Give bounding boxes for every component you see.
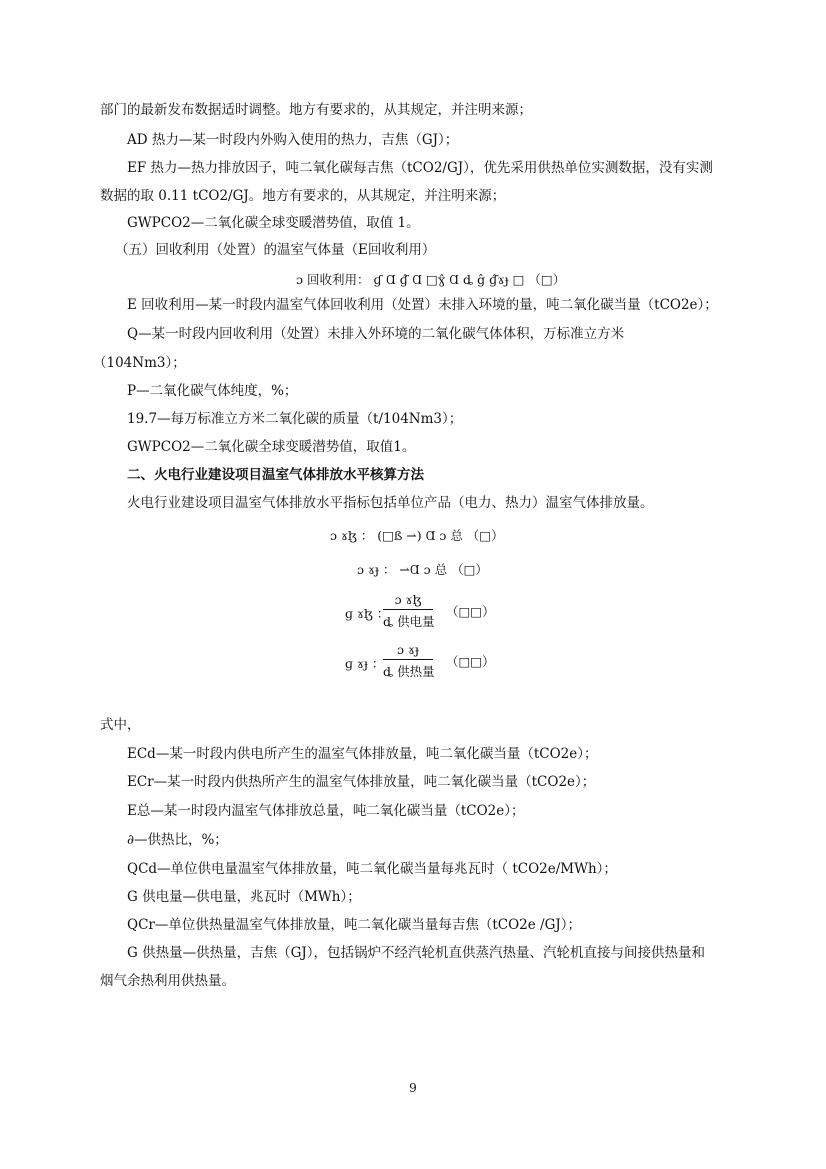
text-line: Q—某一时段内回收利用（处置）未排入外环境的二氧化碳气体体积，万标准立方米 [127,326,625,342]
text-line: QCd—单位供电量温室气体排放量，吨二氧化碳当量每兆瓦时（ tCO2e/MWh）； [127,861,617,877]
text-line: 数据的取 0.11 tCO2/GJ。地方有要求的，从其规定，并注明来源； [100,188,506,204]
text-line: E 回收利用—某一时段内温室气体回收利用（处置）未排入环境的量，吨二氧化碳当量（tCO2e）； [127,297,718,313]
text-line: GWPCO2—二氧化碳全球变暖潜势值，取值 1。 [127,215,420,231]
text-line: QCr—单位供热量温室气体排放量，吨二氧化碳当量每吉焦（tCO2e /GJ）； [127,917,582,933]
equation-4-fraction [383,642,433,680]
equation-4-lhs: ɡ ɤɟ ： [345,656,385,671]
page-number: 9 [409,1081,417,1095]
fraction-bar [383,659,433,660]
equation-recycle: ɔ 回收利用： ɠ Ɑ ɠ̂ Ɑ □ɣ̂ Ɑ ȡ ĝ ɠ̂ɤɟ □ （□） [296,272,566,287]
section-heading: 二、火电行业建设项目温室气体排放水平核算方法 [127,467,424,483]
text-line: AD 热力—某一时段内外购入使用的热力，吉焦（GJ）； [127,132,459,148]
text-line: 火电行业建设项目温室气体排放水平指标包括单位产品（电力、热力）温室气体排放量。 [127,495,654,511]
text-line: 19.7—每万标准立方米二氧化碳的质量（t/104Nm3）； [127,411,463,427]
text-line: EF 热力—热力排放因子，吨二氧化碳每吉焦（tCO2/GJ），优先采用供热单位实测数据，没有实测 [127,160,713,176]
text-line: G 供热量—供热量，吉焦（GJ），包括锅炉不经汽轮机直供蒸汽热量、汽轮机直接与间接供热量和 [127,945,706,961]
equation-1: ɔ ɤɮ ： (□ß ⇀) Ɑ ɔ 总 （□） [330,528,504,543]
equation-4-numerator: ɔ ɤɟ [397,642,419,657]
text-line: 式中， [100,717,141,733]
text-line: ∂—供热比，%； [127,832,228,848]
text-line: ECd—某一时段内供电所产生的温室气体排放量，吨二氧化碳当量（tCO2e）； [127,746,598,762]
text-line: ECr—某一时段内供热所产生的温室气体排放量，吨二氧化碳当量（tCO2e）； [127,774,596,790]
equation-3-numerator: ɔ ɤɮ [394,592,422,607]
equation-2: ɔ ɤɟ ： ⇀Ɑ ɔ 总 （□） [357,562,488,577]
equation-3-fraction [383,592,433,630]
text-line: G 供电量—供电量，兆瓦时（MWh）； [127,889,361,905]
equation-3-lhs: ɡ ɤɮ ： [345,606,390,621]
fraction-bar [383,609,433,610]
equation-3-tag: （□□） [446,604,495,619]
subsection-title: （五）回收利用（处置）的温室气体量（E回收利用） [115,242,436,258]
text-line: 烟气余热利用供热量。 [100,973,235,989]
equation-4-denominator: ȡ 供热量 [383,664,435,679]
equation-3-denominator: ȡ 供电量 [383,614,435,629]
text-line: 部门的最新发布数据适时调整。地方有要求的，从其规定，并注明来源； [100,102,532,118]
equation-4-tag: （□□） [446,654,495,669]
text-line: E总—某一时段内温室气体排放总量，吨二氧化碳当量（tCO2e）； [127,803,525,819]
text-line: （104Nm3）； [93,355,186,371]
text-line: GWPCO2—二氧化碳全球变暖潜势值，取值1。 [127,439,416,455]
text-line: P—二氧化碳气体纯度，%； [127,383,298,399]
